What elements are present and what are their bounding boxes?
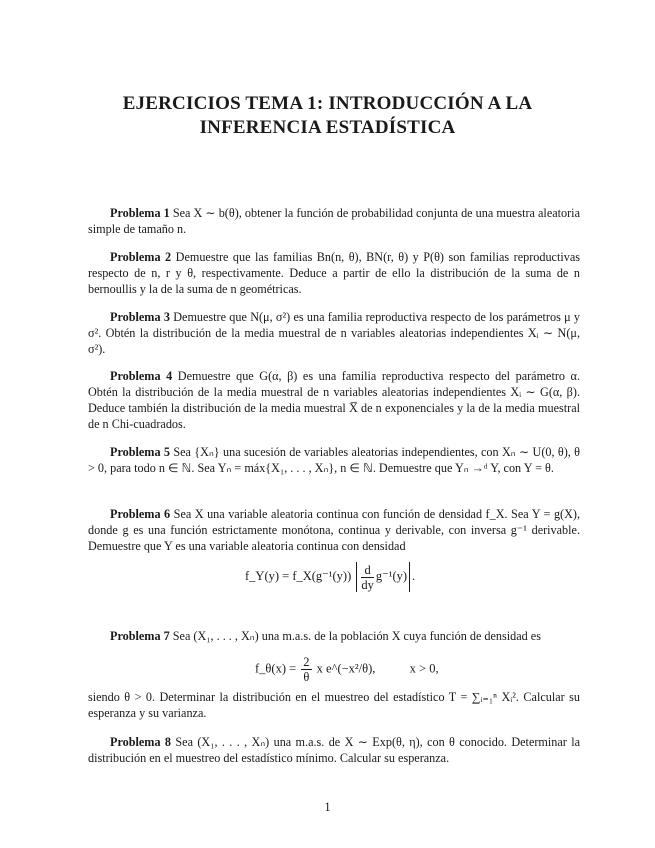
problem-text: Sea X ∼ b(θ), obtener la función de probabilidad conjunta de una muestra aleatoria simple de tamaño n. <box>88 206 580 236</box>
problem-text: Sea X una variable aleatoria continua con función de densidad f_X. Sea Y = g(X), donde g es una función estrictamente monótona, continua y derivable, con inversa g⁻¹ derivable. Demuestre que Y es una variable aleatoria continua con densidad <box>88 507 581 553</box>
problem-text: Demuestre que N(μ, σ²) es una familia reproductiva respecto de los parámetros μ y σ². Obtén la distribución de la media muestral de n variables aleatorias independientes Xᵢ ∼ N(μ, σ²). <box>88 310 581 356</box>
problem-label: Problema 8 <box>110 735 172 749</box>
eq6-lhs: f_Y(y) = f_X(g⁻¹(y)) <box>245 568 352 583</box>
problem-6 <box>88 506 580 554</box>
problem-2 <box>88 249 580 297</box>
problem-7 <box>88 628 580 644</box>
abs-bar-left <box>356 562 357 592</box>
problem-label: Problema 7 <box>110 629 170 643</box>
eq7-rhs: x e^(−x²/θ), <box>316 661 376 676</box>
page-number: 1 <box>324 800 331 814</box>
eq7-num: 2 <box>303 655 310 669</box>
title-line-1: EJERCICIOS TEMA 1: INTRODUCCIÓN A LA <box>122 93 533 114</box>
eq6-num: d <box>361 563 374 578</box>
problem-label: Problema 6 <box>110 507 171 521</box>
problem-text: Sea (X₁, . . . , Xₙ) una m.a.s. de la población X cuya función de densidad es <box>172 629 541 643</box>
eq7-den: θ <box>303 670 310 684</box>
eq6-den: dy <box>361 577 374 592</box>
problem-7-continuation <box>88 689 580 721</box>
eq7-lhs: f_θ(x) = <box>255 661 297 676</box>
page-title <box>40 92 615 140</box>
problem-4 <box>88 368 580 432</box>
eq7-condition: x > 0, <box>409 661 439 676</box>
problem-text: Sea {Xₙ} una sucesión de variables aleatorias independientes, con Xₙ ∼ U(0, θ), θ > 0, para todo n ∈ ℕ. Sea Yₙ = máx{X₁, . . . , Xₙ}, n ∈ ℕ. Demuestre que Yₙ →ᵈ Y, con Y = θ. <box>88 445 580 475</box>
problem-label: Problema 3 <box>110 310 170 324</box>
problem-3 <box>88 309 580 357</box>
problem-label: Problema 4 <box>110 369 173 383</box>
problem-5 <box>88 444 580 476</box>
problem-text: Demuestre que las familias Bn(n, θ), BN(r, θ) y P(θ) son familias reproductivas respecto de n, r y θ, respectivamente. Deduce a partir de ello la distribución de la suma de n bernoullis y la de la suma de n geométricas. <box>88 250 580 296</box>
problem-1 <box>88 205 580 237</box>
problem-label: Problema 5 <box>110 445 170 459</box>
problem-text: Sea (X₁, . . . , Xₙ) una m.a.s. de X ∼ Exp(θ, η), con θ conocido. Determinar la distribución en el muestreo del estadístico mínimo. Calcular su esperanza. <box>88 735 580 765</box>
eq6-fraction <box>361 563 374 592</box>
equation-7 <box>255 655 439 684</box>
problem-label: Problema 2 <box>110 250 172 264</box>
problem-label: Problema 1 <box>110 206 170 220</box>
problem-text: Demuestre que G(α, β) es una familia reproductiva respecto del parámetro α. Obtén la distribución de la media muestral de n variables aleatorias independientes Xᵢ ∼ G(α, β). Deduce también la distribución de la media muestral X̅ de n exponenciales y la de la media muestral de n Chi-cuadrados. <box>88 369 580 431</box>
problem-8 <box>88 734 580 766</box>
abs-bar-right <box>409 562 410 592</box>
eq6-end: . <box>412 568 416 583</box>
problem-7-after-text: siendo θ > 0. Determinar la distribución en el muestreo del estadístico T = ∑ᵢ₌₁ⁿ Xᵢ². Calcular su esperanza y su varianza. <box>88 690 580 720</box>
equation-6 <box>245 562 415 592</box>
eq6-rhs: g⁻¹(y) <box>375 568 408 583</box>
eq7-fraction <box>301 655 311 684</box>
title-line-2: INFERENCIA ESTADÍSTICA <box>199 117 456 138</box>
